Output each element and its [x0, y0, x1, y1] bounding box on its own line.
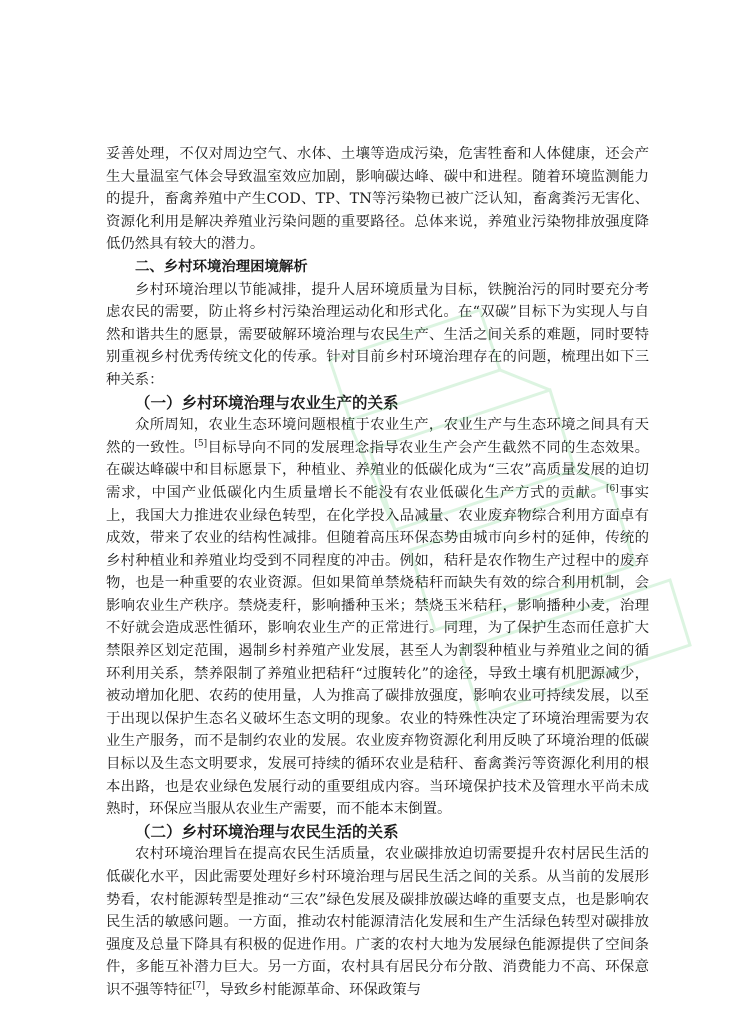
paragraph-section-intro: 乡村环境治理以节能减排，提升人居环境质量为目标，铁腕治污的同时要充分考虑农民的需要，防止将乡村污染治理运动化和形式化。在“双碳”目标下为实现人与自然和谐共生的愿景，需要破解环境治理与农民生产、生活之间关系的难题，同时要特别重视乡村优秀传统文化的传承。针对目前乡村环境治理存在的问题，梳理出如下三种关系：: [106, 281, 649, 388]
paragraph-intro: 妥善处理，不仅对周边空气、水体、土壤等造成污染，危害牲畜和人体健康，还会产生大量温室气体会导致温室效应加剧，影响碳达峰、碳中和进程。随着环境监测能力的提升，畜禽养殖中产生COD、TP、TN等污染物已被广泛认知，畜禽粪污无害化、资源化利用是解决养殖业污染问题的重要路径。总体来说，养殖业污染物排放强度降低仍然具有较大的潜力。: [106, 146, 649, 253]
section-heading: 二、乡村环境治理困境解析: [135, 258, 308, 275]
paragraph-agriculture: [106, 414, 649, 821]
citation-6: [6]: [605, 483, 619, 494]
citation-7: [7]: [192, 980, 206, 991]
citation-5: [5]: [194, 438, 208, 449]
paragraph-farmer-life: [106, 843, 649, 1001]
text-span: ，导致乡村能源革命、环保政策与: [205, 981, 421, 998]
text-span: 目标导向不同的发展理念指导农业生产会产生截然不同的生态效果。在碳达峰碳中和目标愿景下，种植业、养殖业的低碳化成为“三农”高质量发展的迫切需求，中国产业低碳化内生质量增长不能没有农业低碳化生产方式的贡献。: [106, 439, 649, 501]
text-span: 事实上，我国大力推进农业绿色转型，在化学投入品减量、农业废弃物综合利用方面卓有成效，带来了农业的结构性减排。但随着高压环保态势由城市向乡村的延伸，传统的乡村种植业和养殖业均受到不同程度的冲击。例如，秸秆是农作物生产过程中的废弃物，也是一种重要的农业资源。但如果简单禁烧秸秆而缺失有效的综合利用机制，会影响农业生产秩序。禁烧麦秆，影响播种玉米；禁烧玉米秸秆，影响播种小麦，治理不好就会造成恶性循环，影响农业生产的正常进行。同理，为了保护生态而任意扩大禁限养区划定范围，遏制乡村养殖产业发展，甚至人为割裂种植业与养殖业之间的循环利用关系，禁养限制了养殖业把秸秆“过腹转化”的途径，导致土壤有机肥源减少，被动增加化肥、农药的使用量，人为推高了碳排放强度，影响农业可持续发展，以至于出现以保护生态名义破坏生态文明的现象。农业的特殊性决定了环境治理需要为农业生产服务，而不是制约农业的发展。农业废弃物资源化利用反映了环境治理的低碳目标以及生态文明要求，发展可持续的循环农业是秸秆、畜禽粪污等资源化利用的根本出路，也是农业绿色发展行动的重要组成内容。当环境保护技术及管理水平尚未成熟时，环保应当服从农业生产需要，而不能本末倒置。: [106, 484, 649, 818]
text-span: 众所周知，农业生态环境问题根植于农业生产，农业生产与生态环境之间具有天然的一致性。: [106, 417, 649, 456]
subsection-heading-1: （一）乡村环境治理与农业生产的关系: [135, 393, 399, 412]
text-span: 农村环境治理旨在提高农民生活质量，农业碳排放迫切需要提升农村居民生活的低碳化水平，因此需要处理好乡村环境治理与居民生活之间的关系。从当前的发展形势看，农村能源转型是推动“三农”绿色发展及碳排放碳达峰的重要支点，也是影响农民生活的敏感问题。一方面，推动农村能源清洁化发展和生产生活绿色转型对碳排放强度及总量下降具有积极的促进作用。广袤的农村大地为发展绿色能源提供了空间条件，多能互补潜力巨大。另一方面，农村具有居民分布分散、消费能力不高、环保意识不强等特征: [106, 846, 649, 998]
subsection-heading-2: （二）乡村环境治理与农民生活的关系: [135, 822, 399, 841]
